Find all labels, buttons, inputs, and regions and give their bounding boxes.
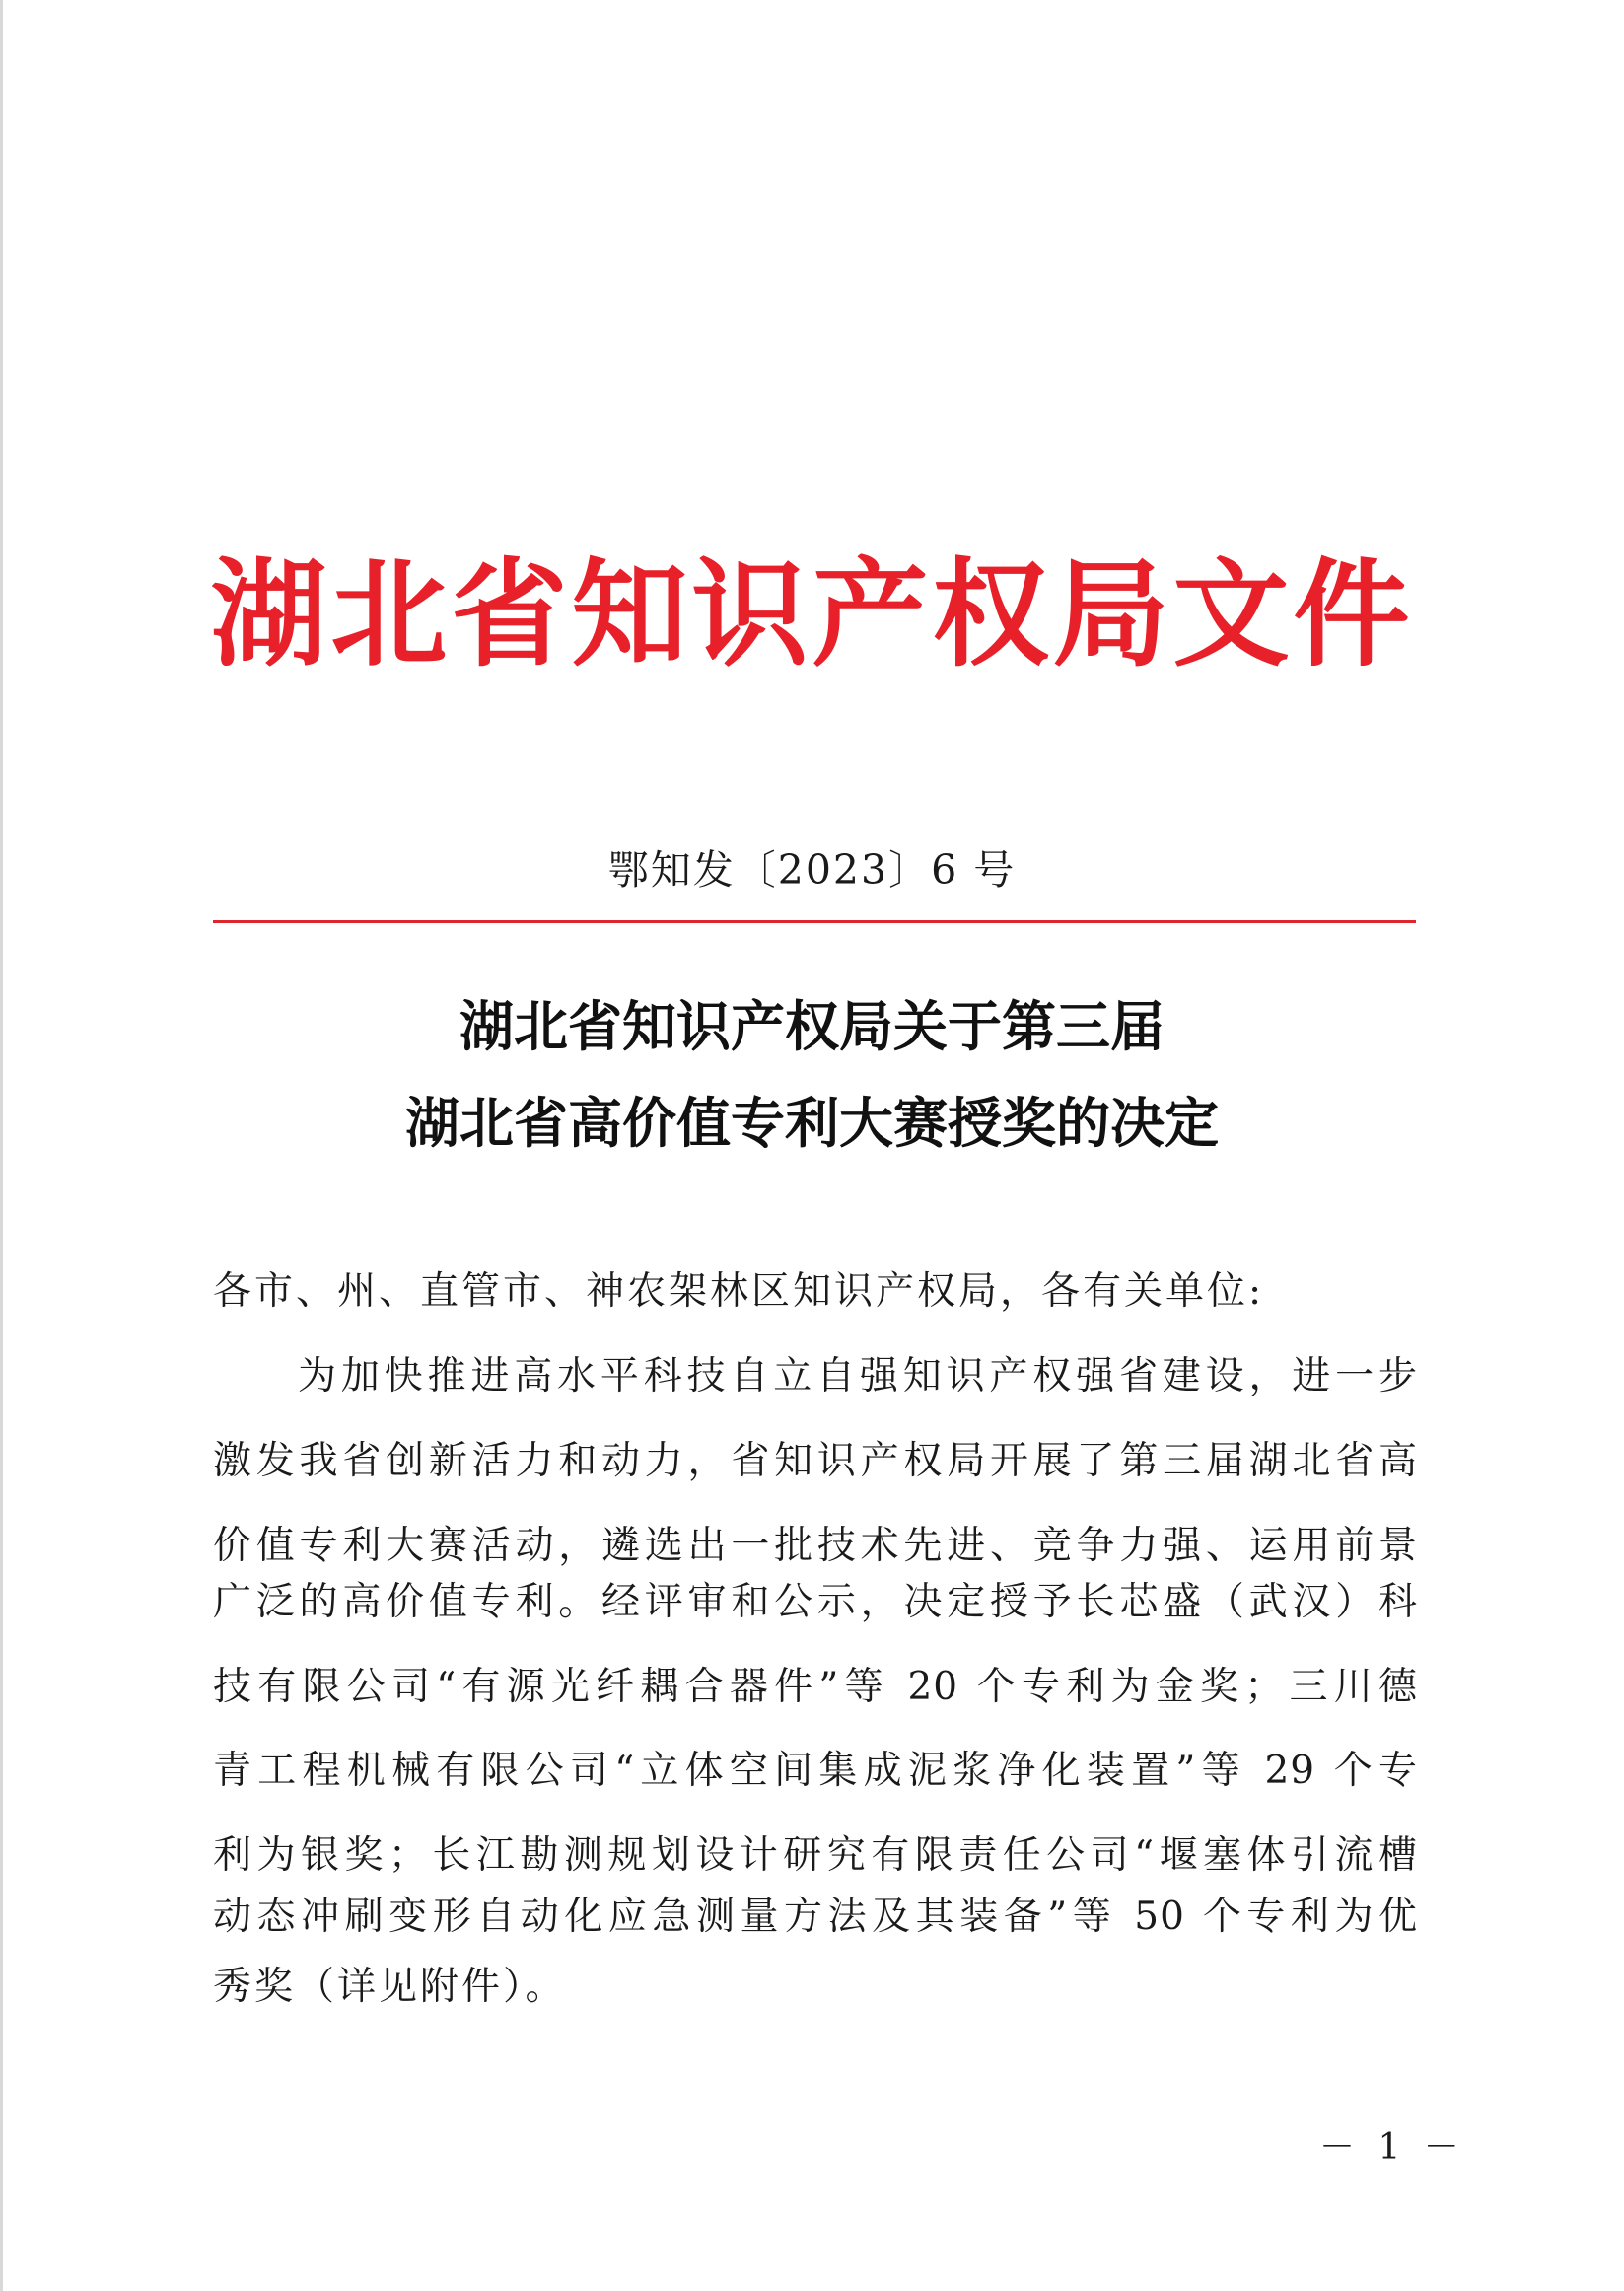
- salutation: 各市、州、直管市、神农架林区知识产权局，各有关单位:: [213, 1269, 1265, 1314]
- body-line: 动态冲刷变形自动化应急测量方法及其装备”等 50 个专利为优: [213, 1895, 1418, 1939]
- body-line: 青工程机械有限公司“立体空间集成泥浆净化装置”等 29 个专: [213, 1749, 1418, 1793]
- document-title-line-1: 湖北省知识产权局关于第三届: [459, 995, 1165, 1058]
- document-number: 鄂知发〔2023〕6 号: [607, 846, 1017, 894]
- body-line: 技有限公司“有源光纤耦合器件”等 20 个专利为金奖；三川德: [213, 1665, 1418, 1709]
- body-line: 激发我省创新活力和动力，省知识产权局开展了第三届湖北省高: [213, 1439, 1418, 1483]
- page-number: － 1 －: [1319, 2127, 1465, 2168]
- red-divider-rule: [213, 920, 1416, 923]
- body-line: 广泛的高价值专利。经评审和公示，决定授予长芯盛（武汉）科: [213, 1580, 1418, 1624]
- body-line: 秀奖（详见附件）。: [213, 1965, 567, 2009]
- document-title-line-2: 湖北省高价值专利大赛授奖的决定: [404, 1092, 1219, 1155]
- body-line: 价值专利大赛活动，遴选出一批技术先进、竞争力强、运用前景: [213, 1524, 1418, 1568]
- body-line: 为加快推进高水平科技自立自强知识产权强省建设，进一步: [298, 1354, 1418, 1398]
- body-line: 利为银奖；长江勘测规划设计研究有限责任公司“堰塞体引流槽: [213, 1833, 1418, 1878]
- document-header-title: 湖北省知识产权局文件: [210, 546, 1414, 682]
